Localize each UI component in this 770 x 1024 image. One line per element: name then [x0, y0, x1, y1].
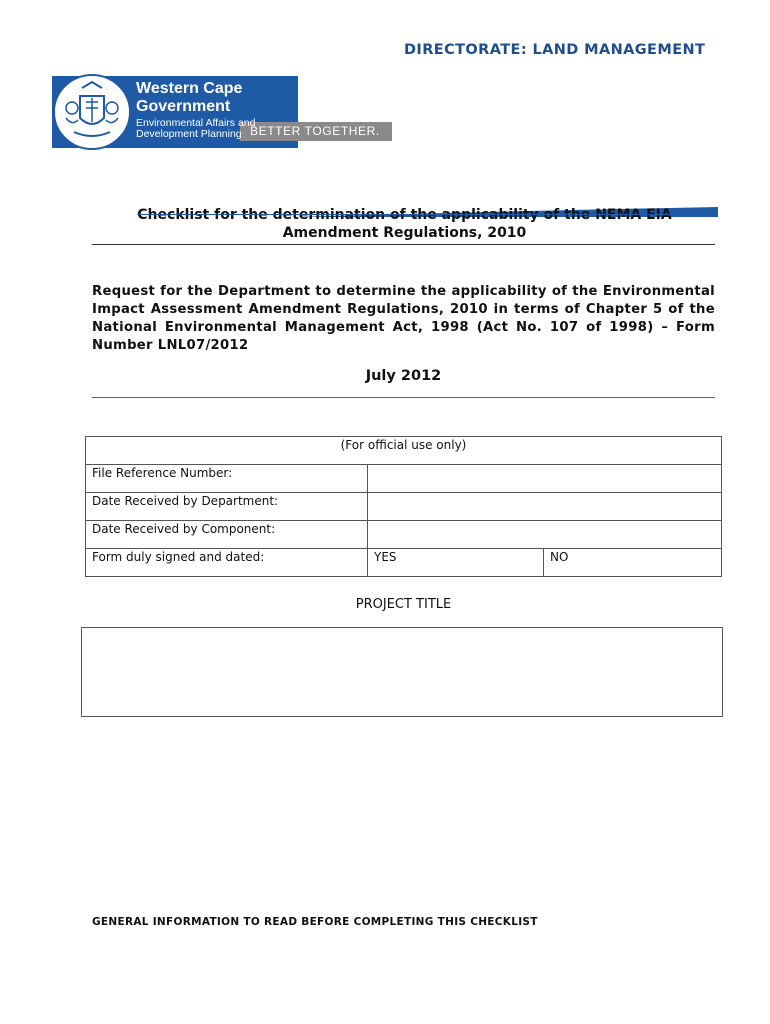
document-date: July 2012 [365, 368, 442, 384]
date-received-component-label: Date Received by Component: [86, 521, 368, 549]
table-row [86, 465, 722, 493]
project-title-label: PROJECT TITLE [355, 597, 452, 612]
table-row [86, 493, 722, 521]
date-received-department-field[interactable] [368, 493, 722, 521]
document-title [92, 206, 717, 242]
date-divider [92, 397, 715, 398]
title-line2: Amendment Regulations, 2010 [282, 225, 527, 241]
directorate-heading: DIRECTORATE: LAND MANAGEMENT [404, 42, 706, 58]
title-line1: Checklist for the determination of the applicability of the NEMA EIA [137, 207, 672, 223]
general-information-heading: GENERAL INFORMATION TO READ BEFORE COMPLETING THIS CHECKLIST [92, 916, 538, 928]
coat-of-arms-icon [52, 74, 130, 150]
form-signed-label: Form duly signed and dated: [86, 549, 368, 577]
official-use-heading: (For official use only) [86, 437, 722, 465]
date-received-component-field[interactable] [368, 521, 722, 549]
table-row [86, 521, 722, 549]
project-title-field[interactable] [81, 627, 723, 717]
logo-department-line2: Development Planning [136, 128, 242, 140]
logo-title-line1: Western Cape [136, 80, 243, 97]
file-reference-field[interactable] [368, 465, 722, 493]
request-paragraph: Request for the Department to determine the applicability of the Environmental Impact Assessment Amendment Regulations, 2010 in terms of Chapter 5 of the National Environmental Management Act, 1998 (Act No. 107 of 1998) – Form Number LNL07/2012 [92, 284, 715, 353]
title-divider [92, 244, 715, 245]
official-use-table [85, 436, 722, 577]
logo-title-line2: Government [136, 98, 231, 115]
file-reference-label: File Reference Number: [86, 465, 368, 493]
signed-yes-option[interactable]: YES [368, 549, 544, 577]
logo-department-line1: Environmental Affairs and [136, 117, 256, 129]
slogan-text: BETTER TOGETHER. [250, 124, 380, 138]
signed-no-option[interactable]: NO [544, 549, 722, 577]
date-received-department-label: Date Received by Department: [86, 493, 368, 521]
table-row [86, 549, 722, 577]
